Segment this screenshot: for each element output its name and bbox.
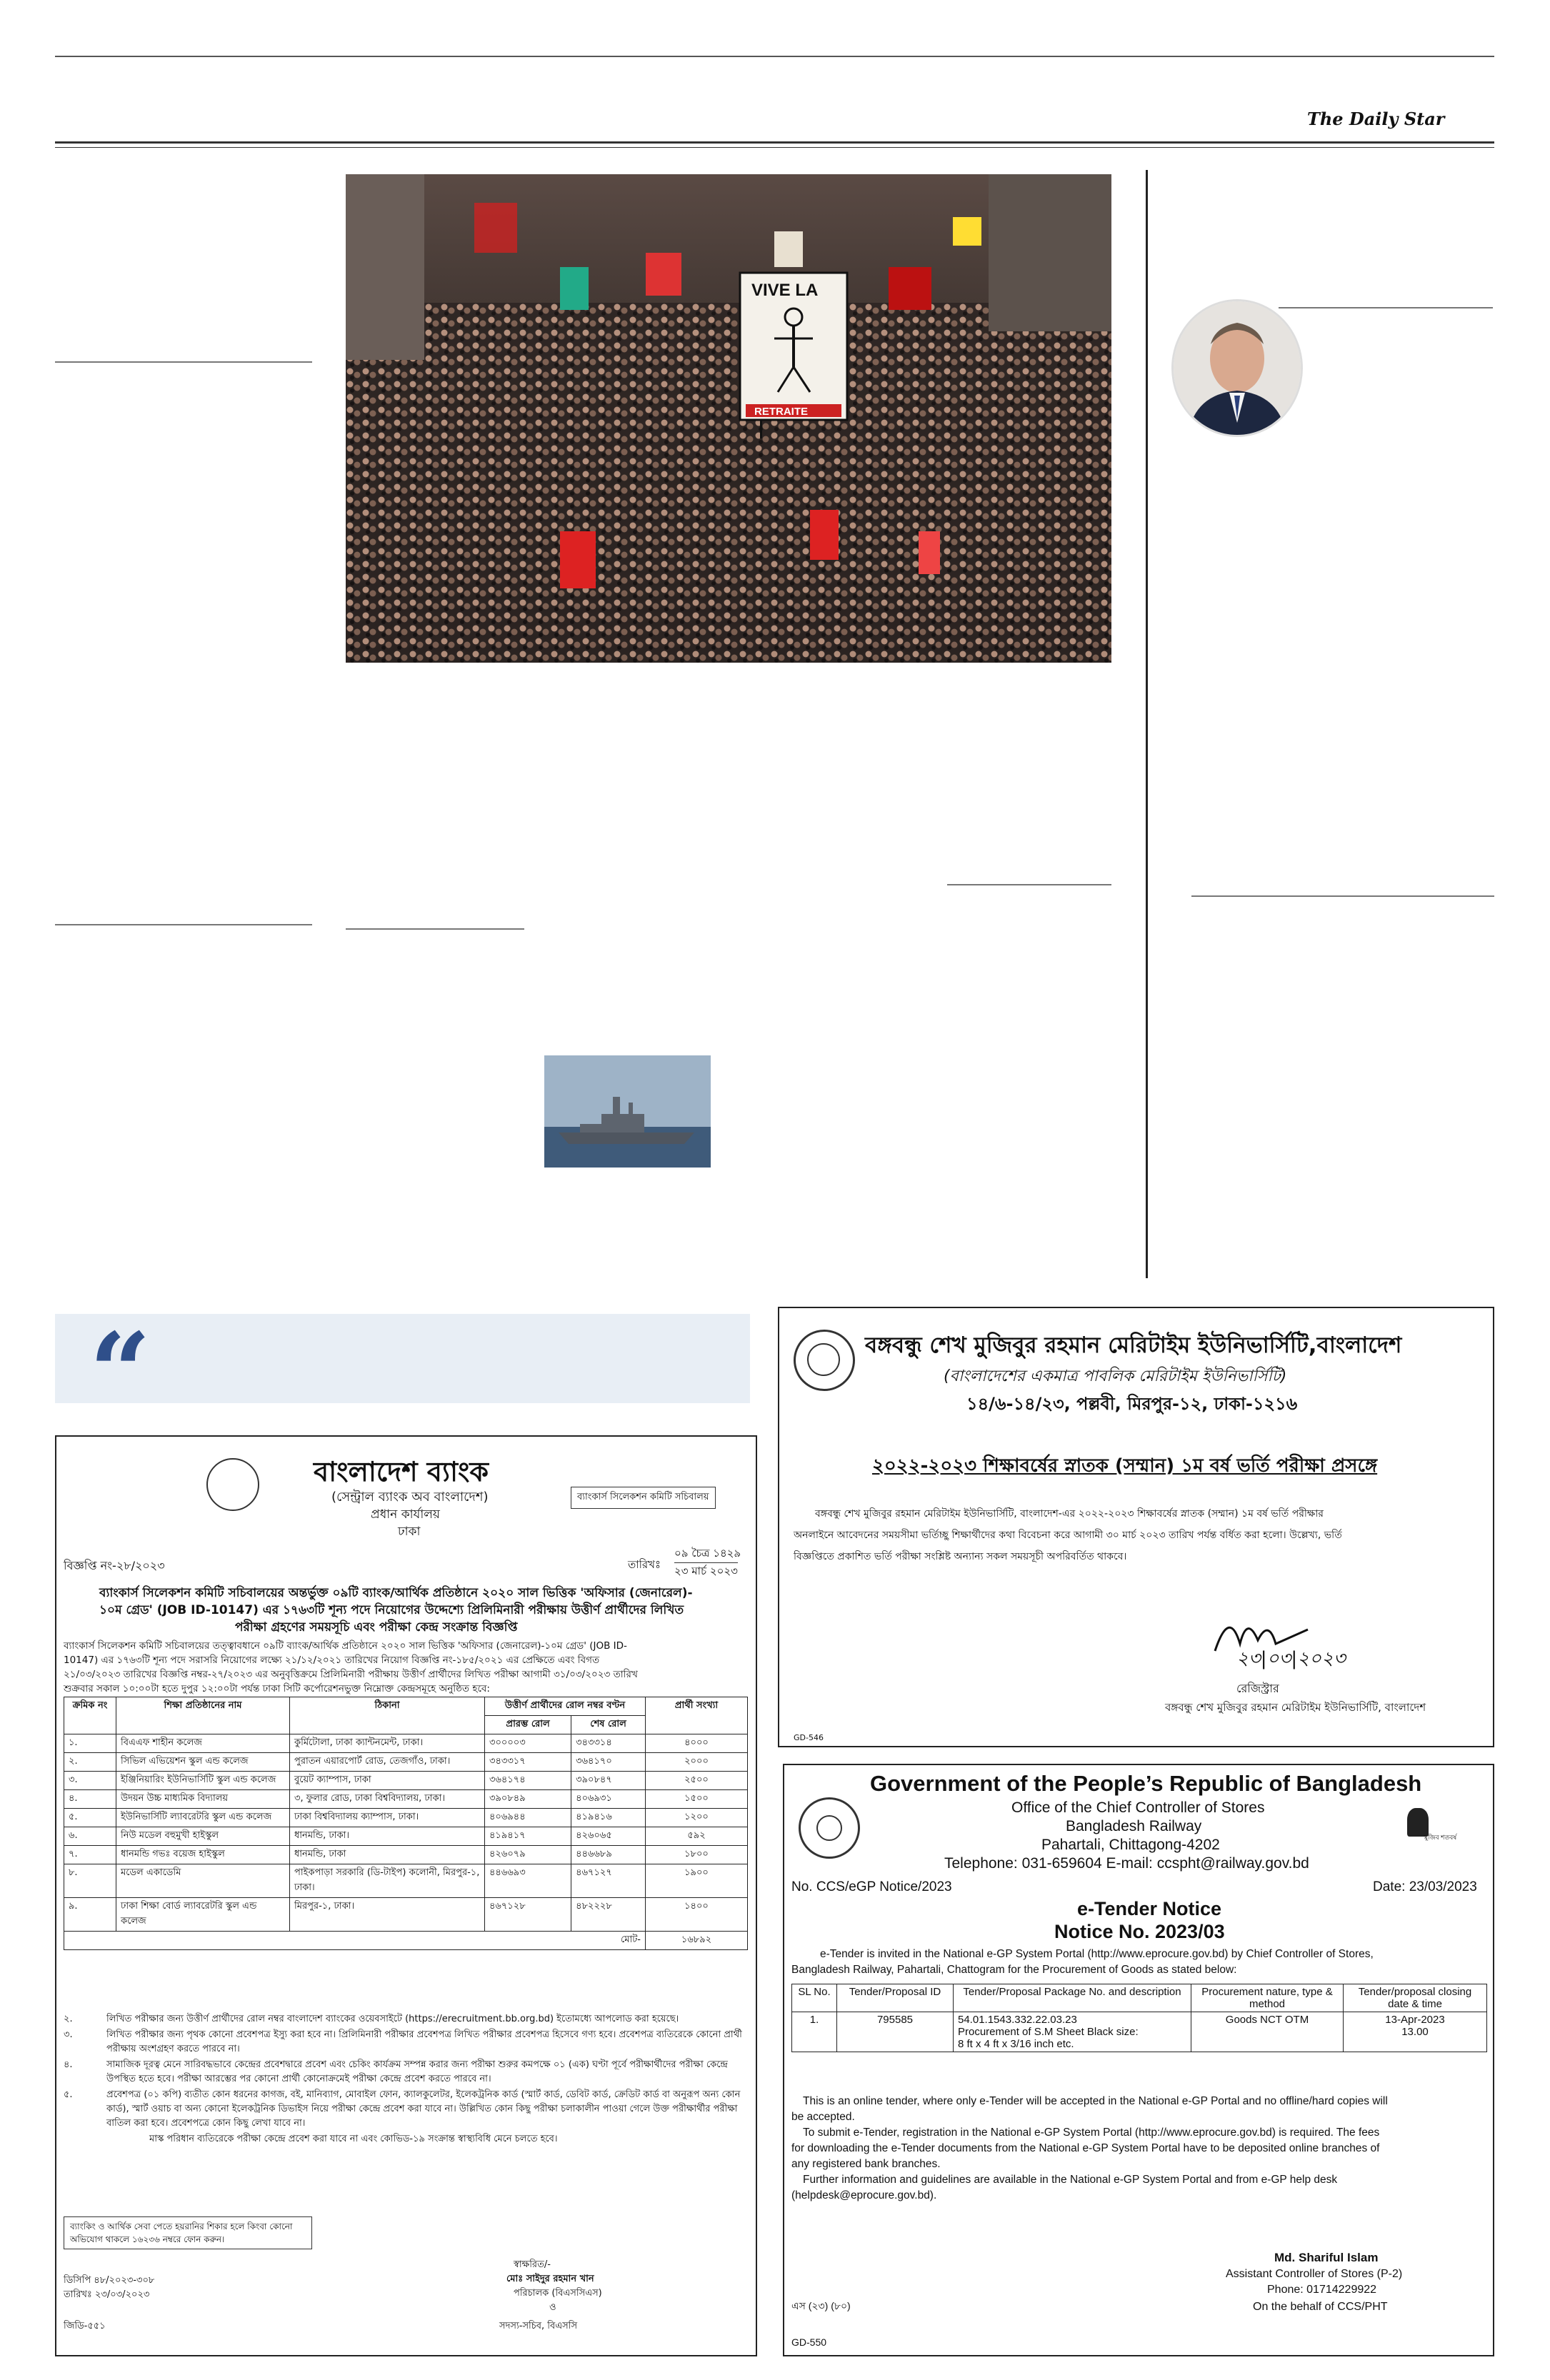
maritime-body-2: অনলাইনে আবেদনের সময়সীমা ভর্তিচ্ছু শিক্ষার্থীদের কথা বিবেচনা করে আগামী ৩০ মার্চ ২০২৩ তারিখ পর্যন্ত বর্ধিত করা হলো। উল্লেখ্য, ভর্তি <box>794 1530 1342 1541</box>
bb-ref-no: ডিসিপি ৪৮/২০২৩-৩০৮ <box>64 2275 155 2286</box>
bb-notice-no: বিজ্ঞপ্তি নং-২৮/২০২৩ <box>64 1559 165 1572</box>
tender-table <box>791 1984 1487 2052</box>
table-row: ২. সিভিল এভিয়েশন স্কুল এন্ড কলেজ পুরাতন এয়ারপোর্ট রোড, তেজগাঁও, ঢাকা। ৩৪৩৩১৭ ৩৬৪১৭০ ২০০০ <box>64 1753 748 1772</box>
bb-code: জিডি-৫৫১ <box>64 2321 106 2331</box>
maritime-signer-org: বঙ্গবন্ধু শেখ মুজিবুর রহমান মেরিটাইম ইউনিভার্সিটি, বাংলাদেশ <box>1165 1701 1426 1714</box>
tender-org: Bangladesh Railway <box>1066 1818 1202 1834</box>
bb-intro-1: ব্যাংকার্স সিলেকশন কমিটি সচিবালয়ের তত্ত্বাবধানে ০৯টি ব্যাংক/আর্থিক প্রতিষ্ঠানে ২০২০ সাল ভিত্তিক 'অফিসার (জেনারেল)-১০ম গ্রেড' (JOB ID- <box>64 1640 627 1652</box>
bb-signer-role: সদস্য-সচিব, বিএসসি <box>499 2321 578 2331</box>
bb-and: ও <box>549 2302 556 2313</box>
maritime-signature-date: ২৩|০৩|২০২৩ <box>1236 1648 1346 1669</box>
railway-tender <box>783 1764 1494 2356</box>
tender-notice-ref: No. CCS/eGP Notice/2023 <box>791 1879 952 1894</box>
bb-notice <box>55 1435 757 2356</box>
railway-logo-icon <box>799 1797 860 1859</box>
sign-text-retraite: RETRAITE <box>754 406 808 418</box>
protest-photo <box>346 174 1111 663</box>
th-id: Tender/Proposal ID <box>837 1984 954 2012</box>
bb-ref-date: তারিখঃ ২৩/০৩/২০২৩ <box>64 2289 150 2300</box>
tender-signer-title: Assistant Controller of Stores (P-2) <box>1226 2268 1403 2280</box>
maritime-code: GD-546 <box>794 1733 824 1742</box>
tender-office: Office of the Chief Controller of Stores <box>1011 1799 1265 1816</box>
table-row: ৬. নিউ মডেল বহুমুখী হাইস্কুল ধানমন্ডি, ঢাকা। ৪১৯৪১৭ ৪২৬০৬৫ ৫৯২ <box>64 1827 748 1846</box>
table-total-row: মোট- ১৬৮৯২ <box>64 1932 748 1950</box>
tender-notes: This is an online tender, where only e-Tender will be accepted in the National e-GP Portal and no offline/hard copies will be accepted. To submit e-Tender, registration in the National e-GP System Portal (http://www.eprocure.gov.bd) is required. The fees for downloading the e-Tender documents from the National e-GP System Portal have to be deposited online branches of any registered bank branches. Further information and guidelines are available in the National e-GP System Portal and from e-GP help desk (helpdesk@eprocure.gov.bd). <box>791 2095 1388 2201</box>
maritime-address: ১৪/৬-১৪/২৩, পল্লবী, মিরপুর-১২, ঢাকা-১২১৬ <box>966 1394 1298 1414</box>
th-roll-start: প্রারম্ভ রোল <box>485 1716 571 1734</box>
tender-heading: e-Tender Notice <box>1077 1898 1222 1919</box>
sign-text-vive: VIVE LA <box>751 281 819 300</box>
mujib-logo-icon <box>1400 1808 1457 1851</box>
portrait-photo <box>1171 299 1303 437</box>
left-column-rule-2 <box>55 924 312 925</box>
quote-mark-icon: “ <box>89 1310 151 1435</box>
quote-box <box>55 1310 750 1435</box>
th-address: ঠিকানা <box>290 1697 485 1734</box>
bb-heading-2: ১০ম গ্রেড' (JOB ID-10147) এর ১৭৬৩টি শূন্য পদে নিয়োগের উদ্দেশ্যে প্রিলিমিনারী পরীক্ষায় উত্তীর্ণ প্রার্থীদের লিখিত <box>99 1603 684 1617</box>
bb-logo-icon <box>206 1458 259 1511</box>
bb-date-label: তারিখঃ <box>628 1558 661 1571</box>
bb-intro-4: শুক্রবার সকাল ১০:০০টা হতে দুপুর ১২:০০টা পর্যন্ত ঢাকা সিটি কর্পোরেশনভুক্ত নিম্নোক্ত কেন্দ্রসমূহে অনুষ্ঠিত হবে: <box>64 1683 490 1694</box>
tender-date: Date: 23/03/2023 <box>1373 1879 1477 1894</box>
bb-exam-table <box>64 1697 748 1950</box>
bb-heading-3: পরীক্ষা গ্রহণের সময়সূচি এবং পরীক্ষা কেন্দ্র সংক্রান্ত বিজ্ঞপ্তি <box>235 1620 518 1635</box>
tender-signer-name: Md. Shariful Islam <box>1274 2251 1379 2264</box>
bb-committee-box: ব্যাংকার্স সিলেকশন কমিটি সচিবালয় <box>571 1487 716 1509</box>
table-row: ৯. ঢাকা শিক্ষা বোর্ড ল্যাবরেটরি স্কুল এন্ড কলেজ মিরপুর-১, ঢাকা। ৪৬৭১২৮ ৪৮২২২৮ ১৪০০ <box>64 1898 748 1932</box>
tender-contact: Telephone: 031-659604 E-mail: ccspht@railway.gov.bd <box>944 1855 1309 1872</box>
tender-code: GD-550 <box>791 2336 827 2348</box>
bb-signed: স্বাক্ষরিত/- <box>514 2259 551 2270</box>
table-row: ১. বিএএফ শাহীন কলেজ কুর্মিটোলা, ঢাকা ক্যান্টনমেন্ট, ঢাকা। ৩০০০০৩ ৩৪৩৩১৪ ৪০০০ <box>64 1734 748 1753</box>
tender-signer-behalf: On the behalf of CCS/PHT <box>1253 2301 1388 2313</box>
right-rule-1 <box>1279 307 1493 308</box>
bb-helpline-box: ব্যাংকিং ও আর্থিক সেবা পেতে হয়রানির শিকার হলে কিংবা কোনো অভিযোগ থাকলে ১৬২৩৬ নম্বরে ফোন করুন। <box>64 2216 312 2249</box>
maritime-body-1: বঙ্গবন্ধু শেখ মুজিবুর রহমান মেরিটাইম ইউনিভার্সিটি, বাংলাদেশ-এর ২০২২-২০২৩ শিক্ষাবর্ষের স্নাতক (সম্মান) ১ম বর্ষ ভর্তি পরীক্ষার <box>815 1508 1324 1520</box>
th-pkg: Tender/Proposal Package No. and description <box>954 1984 1191 2012</box>
center-rule <box>346 928 524 930</box>
masthead-rule-2 <box>55 147 1494 148</box>
tender-intro-1: e-Tender is invited in the National e-GP System Portal (http://www.eprocure.gov.bd) by Chief Controller of Stores, <box>820 1948 1374 1960</box>
table-row: ৪. উদয়ন উচ্চ মাধ্যমিক বিদ্যালয় ৩, ফুলার রোড, ঢাকা বিশ্ববিদ্যালয়, ঢাকা। ৩৯০৮৪৯ ৪০৬৯৩১ ১৫০০ <box>64 1790 748 1809</box>
retraite-sign <box>740 273 847 438</box>
bb-note: ৫. প্রবেশপত্র (০১ কপি) ব্যতীত কোন ধরনের কাগজ, বই, মানিব্যাগ, মোবাইল ফোন, ক্যালকুলেটর, ইলেকট্রনিক কার্ড (স্মার্ট কার্ড, ডেবিট কার্ড, ক্রেডিট কার্ড বা অনুরূপ অন্য কোন কার্ড), স্মার্ট ওয়াচ বা অন্য কোনো ইলেকট্রনিক ডিভাইস নিয়ে পরীক্ষা কেন্দ্রে প্রবেশ করা যাবে না। উল্লিখিত কোন কিছু পরীক্ষা চলাকালীন পাওয়া গেলে উক্ত পরীক্ষার্থীর পরীক্ষা বাতিল করা হবে। প্রবেশপত্রে কোন কিছু লেখা যাবে না। <box>64 2089 741 2129</box>
masthead-logo: The Daily Star <box>1307 109 1445 129</box>
bb-signer-name: মোঃ সাইদুর রহমান খান <box>506 2274 594 2284</box>
table-row: ৮. মডেল একাডেমি পাইকপাড়া সরকারি (ডি-টাইপ) কলোনী, মিরপুর-১, ঢাকা। ৪৪৬৬৯৩ ৪৬৭১২৭ ১৯০০ <box>64 1864 748 1898</box>
maritime-subtitle: (বাংলাদেশের একমাত্র পাবলিক মেরিটাইম ইউনিভার্সিটি) <box>944 1367 1287 1385</box>
bb-notes <box>64 2012 748 2146</box>
center-right-rule <box>947 884 1111 885</box>
th-nature: Procurement nature, type & method <box>1191 1984 1344 2012</box>
bb-signer-title: পরিচালক (বিএসসিএস) <box>514 2288 602 2299</box>
bb-intro-3: ২১/০৩/২০২৩ তারিখের বিজ্ঞপ্তি নম্বর-২৭/২০২৩ এর অনুবৃত্তিক্রমে প্রিলিমিনারী পরীক্ষায় উত্তীর্ণ প্রার্থীদের লিখিত পরীক্ষা আগামী ৩১/০৩/২০২৩ তারিখ <box>64 1669 638 1680</box>
bb-office: প্রধান কার্যালয় <box>371 1507 440 1522</box>
bb-note: ৪. সামাজিক দূরত্ব মেনে সারিবদ্ধভাবে কেন্দ্রের প্রবেশদ্বারে প্রবেশ এবং চেকিং কার্যক্রম সম্পন্ন করার জন্য পরীক্ষা শুরুর কমপক্ষে ০১ (এক) ঘণ্টা পূর্বে পরীক্ষার্থীদের পরীক্ষা কেন্দ্রে উপস্থিত হতে হবে। পরীক্ষা আরম্ভের পর কোনো প্রার্থী কোনোক্রমেই পরীক্ষা কেন্দ্রে প্রবেশ করতে পারবে না। <box>64 2059 728 2084</box>
bb-title: বাংলাদেশ ব্যাংক <box>314 1456 489 1487</box>
table-row: 1. 795585 54.01.1543.332.22.03.23 Procurement of S.M Sheet Black size: 8 ft x 4 ft x 3/16 inch etc. Goods NCT OTM 13-Apr-2023 13.00 <box>792 2012 1487 2052</box>
tender-signer-phone: Phone: 01714229922 <box>1267 2284 1377 2296</box>
bb-city: ঢাকা <box>398 1525 421 1539</box>
sidebar-separator <box>1146 170 1148 1278</box>
tender-intro-2: Bangladesh Railway, Pahartali, Chattogram for the Procurement of Goods as stated below: <box>791 1964 1237 1976</box>
bb-note: ৩. লিখিত পরীক্ষার জন্য পৃথক কোনো প্রবেশপত্র ইস্যু করা হবে না। প্রিলিমিনারী পরীক্ষার প্রবেশপত্র লিখিত পরীক্ষার প্রবেশপত্র হিসেবে গণ্য হবে। প্রবেশপত্র ব্যতিরেকে কোনো প্রার্থী পরীক্ষায় অংশগ্রহণ করতে পারবে না। <box>64 2029 742 2054</box>
th-roll-end: শেষ রোল <box>571 1716 646 1734</box>
bb-date-en: ২৩ মার্চ ২০২৩ <box>674 1562 738 1581</box>
left-column-rule-1 <box>55 361 312 363</box>
mujib-logo-caption: মুজিব শতবর্ষ <box>1424 1834 1457 1841</box>
bb-subtitle: (সেন্ট্রাল ব্যাংক অব বাংলাদেশ) <box>331 1490 489 1505</box>
maritime-ad <box>778 1307 1494 1747</box>
table-row: ৩. ইঞ্জিনিয়ারিং ইউনিভার্সিটি স্কুল এন্ড কলেজ বুয়েট ক্যাম্পাস, ঢাকা ৩৬৪১৭৪ ৩৯০৮৪৭ ২৫০০ <box>64 1772 748 1790</box>
th-count: প্রার্থী সংখ্যা <box>646 1697 748 1734</box>
maritime-logo-icon <box>794 1330 855 1391</box>
bb-heading-1: ব্যাংকার্স সিলেকশন কমিটি সচিবালয়ের অন্তর্ভুক্ত ০৯টি ব্যাংক/আর্থিক প্রতিষ্ঠানে ২০২০ সাল ভিত্তিক 'অফিসার (জেনারেল)- <box>99 1586 693 1600</box>
tender-gov: Government of the People’s Republic of Bangladesh <box>870 1771 1422 1796</box>
masthead-rule-1 <box>55 141 1494 144</box>
bb-covid-line: মাস্ক পরিধান ব্যতিরেকে পরীক্ষা কেন্দ্রে প্রবেশ করা যাবে না এবং কোভিড-১৯ সংক্রান্ত স্বাস্থ্যবিধি মেনে চলতে হবে। <box>149 2134 558 2144</box>
th-roll-range: উত্তীর্ণ প্রার্থীদের রোল নম্বর বণ্টন <box>485 1697 646 1716</box>
table-row: ৫. ইউনিভার্সিটি ল্যাবরেটরি স্কুল এন্ড কলেজ ঢাকা বিশ্ববিদ্যালয় ক্যাম্পাস, ঢাকা। ৪০৬৯৪৪ ৪১৯৪১৬ ১২০০ <box>64 1809 748 1827</box>
table-row: ৭. ধানমন্ডি গভঃ বয়েজ হাইস্কুল ধানমন্ডি, ঢাকা ৪২৬০৭৯ ৪৪৬৬৮৯ ১৮০০ <box>64 1846 748 1864</box>
th-institution: শিক্ষা প্রতিষ্ঠানের নাম <box>116 1697 290 1734</box>
top-rule <box>55 56 1494 57</box>
maritime-signer: রেজিস্ট্রার <box>1236 1682 1279 1695</box>
bb-intro-2: 10147) এর ১৭৬৩টি শূন্য পদে সরাসরি নিয়োগের লক্ষ্যে ২১/১২/২০২১ তারিখের নিয়োগ বিজ্ঞপ্তি নং-১৮৫/২০২১ এর প্রেক্ষিতে এবং বিগত <box>64 1655 600 1666</box>
tender-ref-code: এস (২৩) (৮০) <box>791 2300 851 2311</box>
th-closing: Tender/proposal closing date & time <box>1344 1984 1487 2012</box>
warship-photo <box>544 1055 711 1168</box>
tender-notice-no: Notice No. 2023/03 <box>1054 1921 1225 1942</box>
maritime-title: বঙ্গবন্ধু শেখ মুজিবুর রহমান মেরিটাইম ইউনিভার্সিটি,বাংলাদেশ <box>865 1332 1402 1358</box>
right-rule-2 <box>1191 895 1494 897</box>
bb-date-bn: ০৯ চৈত্র ১৪২৯ <box>674 1547 741 1560</box>
tender-place: Pahartali, Chittagong-4202 <box>1041 1837 1220 1853</box>
maritime-heading: ২০২২-২০২৩ শিক্ষাবর্ষের স্নাতক (সম্মান) ১ম বর্ষ ভর্তি পরীক্ষা প্রসঙ্গে <box>872 1455 1378 1477</box>
th-sl: SL No. <box>792 1984 837 2012</box>
bb-note: ২. লিখিত পরীক্ষার জন্য উত্তীর্ণ প্রার্থীদের রোল নম্বর বাংলাদেশ ব্যাংকের ওয়েবসাইটে (https://erecruitment.bb.org.bd) ইতোমধ্যে আপলোড করা হয়েছে। <box>64 2014 679 2024</box>
th-serial: ক্রমিক নং <box>64 1697 116 1734</box>
maritime-body-3: বিজ্ঞপ্তিতে প্রকাশিত ভর্তি পরীক্ষা সংশ্লিষ্ট অন্যান্য সকল সময়সূচী অপরিবর্তিত থাকবে। <box>794 1551 1127 1562</box>
